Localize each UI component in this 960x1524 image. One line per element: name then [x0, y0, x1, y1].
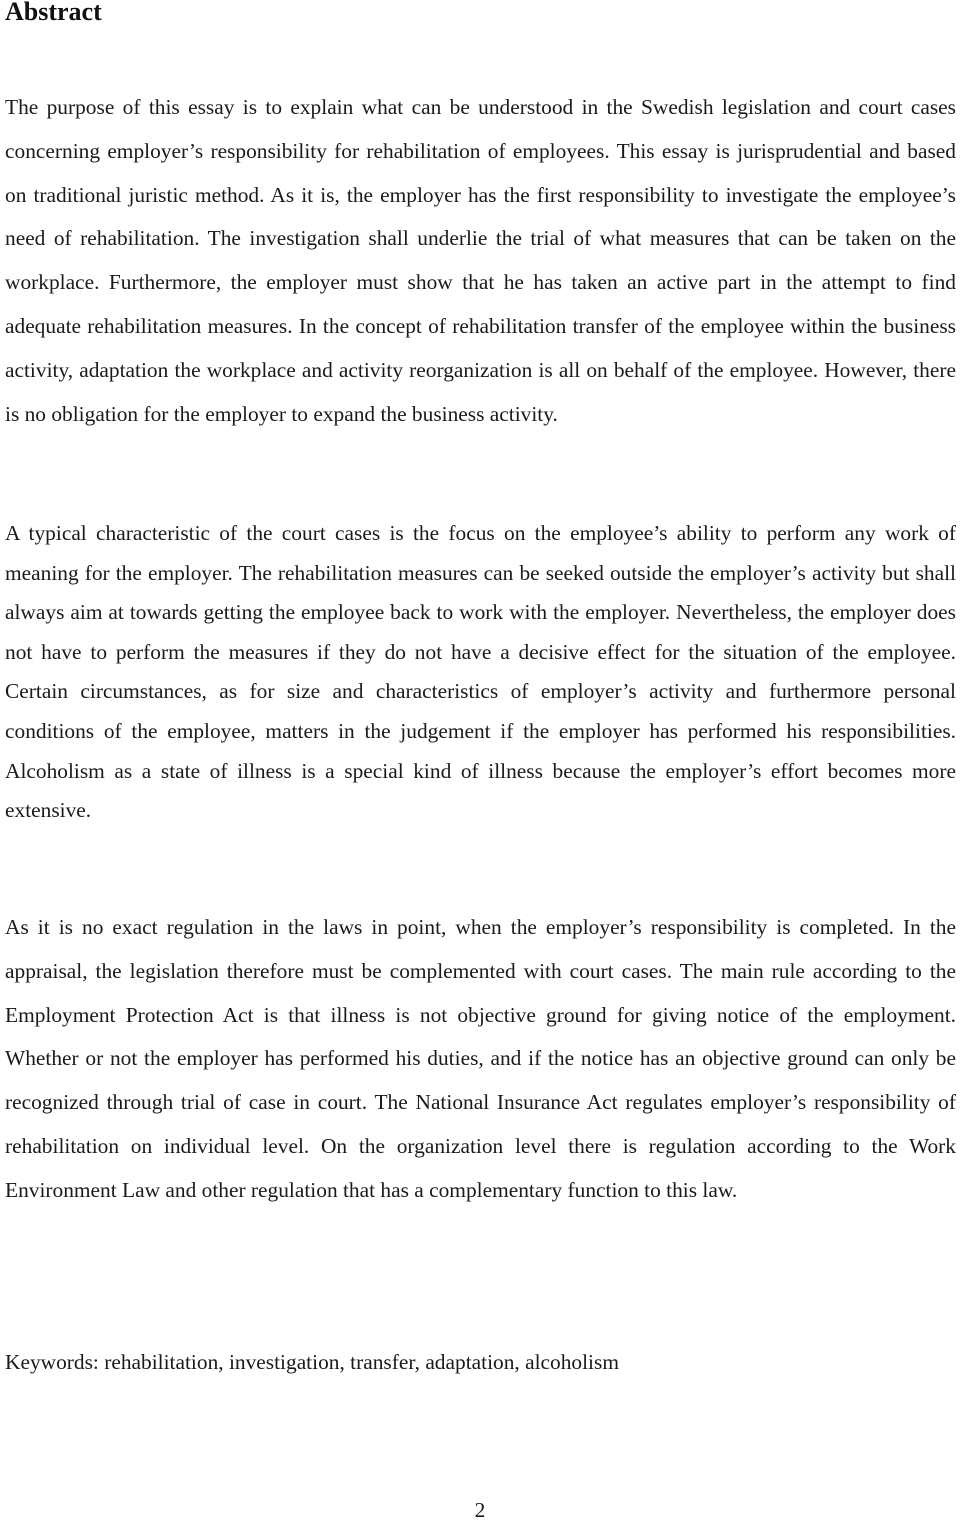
abstract-paragraph-3: As it is no exact regulation in the laws in point, when the employer’s responsibility is completed. In the appraisal, the legislation therefore must be complemented with court cases. The main rule according to the Employment Protection Act is that illness is not objective ground for giving notice of the employment. Whether or not the employer has performed his duties, and if the notice has an objective ground can only be recognized through trial of case in court. The National Insurance Act regulates employer’s responsibility of rehabilitation on individual level. On the organization level there is regulation according to the Work Environment Law and other regulation that has a complementary function to this law. [5, 915, 956, 1202]
section-heading: Abstract [5, 0, 102, 26]
abstract-paragraph-1: The purpose of this essay is to explain what can be understood in the Swedish legislation and court cases concerning employer’s responsibility for rehabilitation of employees. This essay is jurisprudential and based on traditional juristic method. As it is, the employer has the first responsibility to investigate the employee’s need of rehabilitation. The investigation shall underlie the trial of what measures that can be taken on the workplace. Furthermore, the employer must show that he has taken an active part in the attempt to find adequate rehabilitation measures. In the concept of rehabilitation transfer of the employee within the business activity, adaptation the workplace and activity reorganization is all on behalf of the employee. However, there is no obligation for the employer to expand the business activity. [5, 95, 956, 426]
abstract-paragraph-2: A typical characteristic of the court cases is the focus on the employee’s ability to perform any work of meaning for the employer. The rehabilitation measures can be seeked outside the employer’s activity but shall always aim at towards getting the employee back to work with the employer. Nevertheless, the employer does not have to perform the measures if they do not have a decisive effect for the situation of the employee. Certain circumstances, as for size and characteristics of employer’s activity and furthermore personal conditions of the employee, matters in the judgement if the employer has performed his responsibilities. Alcoholism as a state of illness is a special kind of illness because the employer’s effort becomes more extensive. [5, 521, 956, 823]
page-number: 2 [474, 1498, 486, 1522]
keywords-line: Keywords: rehabilitation, investigation, transfer, adaptation, alcoholism [5, 1350, 619, 1374]
